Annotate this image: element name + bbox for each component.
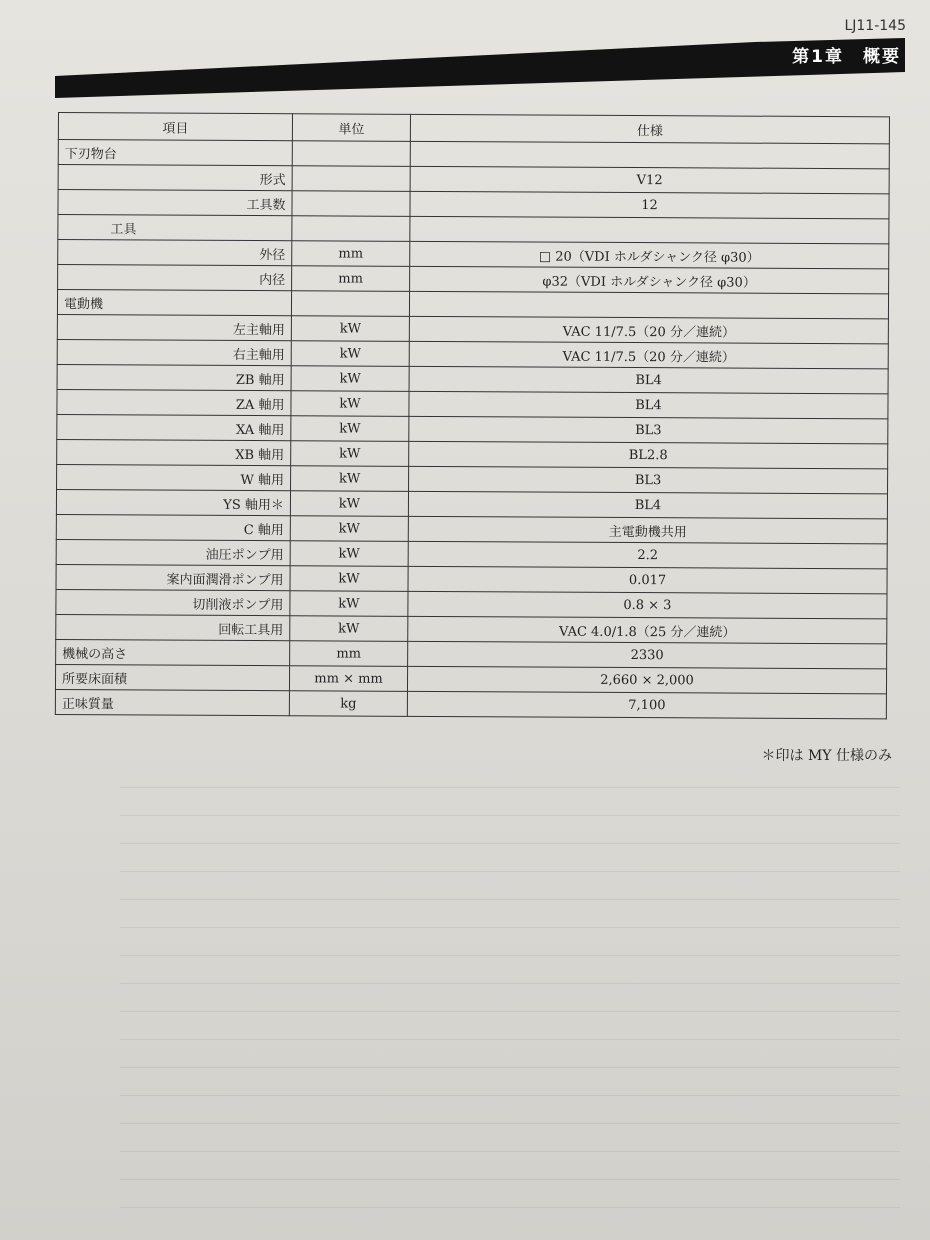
row-item: 所要床面積	[55, 664, 289, 690]
row-spec: φ32（VDI ホルダシャンク径 φ30）	[410, 266, 889, 294]
row-unit: kW	[291, 341, 409, 367]
row-unit: kg	[289, 691, 407, 717]
row-item: 下刃物台	[58, 140, 292, 166]
row-unit: kW	[291, 316, 409, 342]
row-spec: V12	[410, 166, 889, 194]
row-item: 案内面潤滑ポンプ用	[56, 564, 290, 590]
row-unit: kW	[291, 441, 409, 467]
row-item: YS 軸用＊	[56, 489, 290, 515]
row-unit: mm × mm	[289, 666, 407, 692]
row-spec: 12	[410, 191, 889, 219]
row-item: 電動機	[57, 290, 291, 316]
row-spec: □ 20（VDI ホルダシャンク径 φ30）	[410, 241, 889, 269]
row-unit: mm	[292, 266, 410, 292]
row-unit: kW	[290, 541, 408, 567]
row-spec: 0.017	[408, 566, 887, 594]
row-item: 回転工具用	[56, 614, 290, 640]
row-spec: VAC 11/7.5（20 分／連続）	[409, 316, 888, 344]
row-unit: kW	[290, 516, 408, 542]
row-spec: VAC 4.0/1.8（25 分／連続）	[408, 616, 887, 644]
row-unit: kW	[290, 566, 408, 592]
row-unit: kW	[291, 391, 409, 417]
chapter-bar-shape	[55, 38, 905, 98]
row-spec: BL2.8	[409, 441, 888, 469]
table-header-row	[58, 113, 889, 144]
row-item: 形式	[58, 165, 292, 191]
row-unit: kW	[290, 591, 408, 617]
row-spec: BL4	[409, 391, 888, 419]
row-spec	[410, 141, 889, 169]
row-spec: BL3	[409, 416, 888, 444]
document-id: LJ11-145	[844, 18, 906, 34]
chapter-header-bar	[55, 38, 905, 98]
row-unit: kW	[290, 616, 408, 642]
row-item: ZB 軸用	[57, 364, 291, 390]
row-unit: kW	[291, 366, 409, 392]
col-header-unit: 単位	[292, 114, 410, 142]
row-spec: 2,660 × 2,000	[407, 666, 886, 694]
row-unit: kW	[291, 466, 409, 492]
row-unit	[292, 141, 410, 167]
col-header-item: 項目	[58, 113, 292, 141]
row-spec: 主電動機共用	[408, 516, 887, 544]
row-item: 機械の高さ	[56, 639, 290, 665]
row-unit: kW	[291, 416, 409, 442]
row-item: 工具数	[58, 190, 292, 216]
row-spec: VAC 11/7.5（20 分／連続）	[409, 341, 888, 369]
row-unit: kW	[290, 491, 408, 517]
row-item: C 軸用	[56, 514, 290, 540]
row-item: 外径	[58, 240, 292, 266]
row-item: ZA 軸用	[57, 389, 291, 415]
row-unit	[291, 291, 409, 317]
chapter-title: 第1章 概要	[792, 47, 901, 67]
row-spec: BL4	[408, 491, 887, 519]
row-item: 切削液ポンプ用	[56, 589, 290, 615]
row-unit	[292, 166, 410, 192]
row-spec: BL4	[409, 366, 888, 394]
row-unit	[292, 216, 410, 242]
footnote: ＊印は MY 仕様のみ	[761, 748, 892, 764]
row-item: 工具	[58, 215, 292, 241]
row-item: XA 軸用	[57, 414, 291, 440]
spec-table-body	[55, 140, 889, 719]
row-item: 正味質量	[55, 689, 289, 715]
row-spec: BL3	[409, 466, 888, 494]
row-item: W 軸用	[57, 464, 291, 490]
row-item: 左主軸用	[57, 314, 291, 340]
row-spec: 0.8 × 3	[408, 591, 887, 619]
row-item: 右主軸用	[57, 339, 291, 365]
row-unit: mm	[292, 241, 410, 267]
row-spec: 2.2	[408, 541, 887, 569]
row-spec	[409, 291, 888, 319]
spec-table	[55, 112, 890, 719]
table-row	[55, 689, 886, 718]
col-header-spec: 仕様	[410, 114, 889, 144]
row-item: XB 軸用	[57, 439, 291, 465]
row-unit	[292, 191, 410, 217]
row-spec: 7,100	[407, 691, 886, 719]
row-spec	[410, 216, 889, 244]
row-item: 内径	[58, 265, 292, 291]
row-unit: mm	[290, 641, 408, 667]
bleed-through-text	[120, 760, 900, 1220]
row-spec: 2330	[408, 641, 887, 669]
row-item: 油圧ポンプ用	[56, 539, 290, 565]
